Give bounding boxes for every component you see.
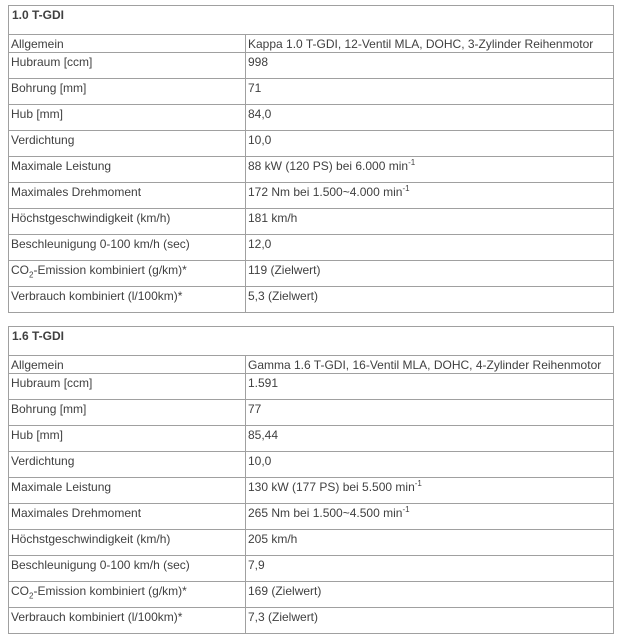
- spec-label: Allgemein: [9, 356, 246, 374]
- spec-label: Allgemein: [9, 35, 246, 53]
- spec-value: 1.591: [246, 374, 614, 400]
- spec-value: 77: [246, 400, 614, 426]
- spec-label: Bohrung [mm]: [9, 400, 246, 426]
- table-header-row: [9, 6, 614, 35]
- spec-row-hoechstgeschwindigkeit: [9, 530, 614, 556]
- spec-value-superscript: -1: [414, 479, 422, 488]
- spec-row-allgemein: [9, 35, 614, 53]
- spec-label-text: CO: [11, 584, 29, 598]
- spec-value: 10,0: [246, 131, 614, 157]
- spec-label: Verbrauch kombiniert (l/100km)*: [9, 608, 246, 634]
- spec-label: Höchstgeschwindigkeit (km/h): [9, 209, 246, 235]
- spec-row-co2-emission: [9, 582, 614, 608]
- spec-label: Beschleunigung 0-100 km/h (sec): [9, 556, 246, 582]
- spec-value: 7,9: [246, 556, 614, 582]
- spec-label: Hub [mm]: [9, 426, 246, 452]
- spec-row-hoechstgeschwindigkeit: [9, 209, 614, 235]
- spec-value: [246, 504, 614, 530]
- spec-value-superscript: -1: [402, 184, 410, 193]
- table-title: 1.6 T-GDI: [9, 327, 614, 356]
- spec-value: 119 (Zielwert): [246, 261, 614, 287]
- spec-label: Verdichtung: [9, 452, 246, 478]
- spec-value-text: 265 Nm bei 1.500~4.500 min: [248, 506, 403, 520]
- spec-row-verdichtung: [9, 131, 614, 157]
- spec-value: 998: [246, 53, 614, 79]
- spec-value: 10,0: [246, 452, 614, 478]
- spec-value: 5,3 (Zielwert): [246, 287, 614, 313]
- spec-label: Hubraum [ccm]: [9, 53, 246, 79]
- spec-label-subscript: 2: [29, 270, 34, 280]
- spec-label: [9, 582, 246, 608]
- spec-row-beschleunigung: [9, 235, 614, 261]
- spec-value: [246, 478, 614, 504]
- spec-label: Maximale Leistung: [9, 157, 246, 183]
- spec-row-verdichtung: [9, 452, 614, 478]
- spec-label: Verdichtung: [9, 131, 246, 157]
- spec-value: Kappa 1.0 T-GDI, 12-Ventil MLA, DOHC, 3-Zylinder Reihenmotor: [246, 35, 614, 53]
- spec-row-beschleunigung: [9, 556, 614, 582]
- spec-row-hubraum: [9, 53, 614, 79]
- spec-label: Maximales Drehmoment: [9, 504, 246, 530]
- spec-row-leistung: [9, 157, 614, 183]
- spec-value: 85,44: [246, 426, 614, 452]
- spec-value: 12,0: [246, 235, 614, 261]
- spec-row-verbrauch: [9, 287, 614, 313]
- spec-label-text-rest: -Emission kombiniert (g/km)*: [33, 584, 187, 598]
- spec-value: 181 km/h: [246, 209, 614, 235]
- spec-row-bohrung: [9, 400, 614, 426]
- table-title: 1.0 T-GDI: [9, 6, 614, 35]
- spec-value-superscript: -1: [402, 505, 410, 514]
- spec-value-text: 172 Nm bei 1.500~4.000 min: [248, 185, 403, 199]
- spec-label: Maximale Leistung: [9, 478, 246, 504]
- spec-label: Hubraum [ccm]: [9, 374, 246, 400]
- spec-row-drehmoment: [9, 504, 614, 530]
- table-header-row: [9, 327, 614, 356]
- spec-value: 205 km/h: [246, 530, 614, 556]
- spec-row-hubraum: [9, 374, 614, 400]
- spec-value-text: 130 kW (177 PS) bei 5.500 min: [248, 480, 415, 494]
- spec-row-bohrung: [9, 79, 614, 105]
- spec-row-co2-emission: [9, 261, 614, 287]
- spec-label: Höchstgeschwindigkeit (km/h): [9, 530, 246, 556]
- spec-table-1-0-tgdi: [8, 5, 614, 313]
- spec-value-superscript: -1: [408, 158, 416, 167]
- spec-label-text-rest: -Emission kombiniert (g/km)*: [33, 263, 187, 277]
- spec-value: [246, 183, 614, 209]
- spec-row-leistung: [9, 478, 614, 504]
- spec-value: 71: [246, 79, 614, 105]
- spec-row-allgemein: [9, 356, 614, 374]
- spec-label: Bohrung [mm]: [9, 79, 246, 105]
- spec-value: [246, 157, 614, 183]
- spec-label: Hub [mm]: [9, 105, 246, 131]
- spec-label: Maximales Drehmoment: [9, 183, 246, 209]
- spec-row-hub: [9, 426, 614, 452]
- spec-label: [9, 261, 246, 287]
- spec-value: Gamma 1.6 T-GDI, 16-Ventil MLA, DOHC, 4-Zylinder Reihenmotor: [246, 356, 614, 374]
- spec-row-drehmoment: [9, 183, 614, 209]
- spec-value: 84,0: [246, 105, 614, 131]
- spec-value: 169 (Zielwert): [246, 582, 614, 608]
- spec-value: 7,3 (Zielwert): [246, 608, 614, 634]
- spec-table-1-6-tgdi: [8, 326, 614, 634]
- spec-label-subscript: 2: [29, 591, 34, 601]
- spec-label: Beschleunigung 0-100 km/h (sec): [9, 235, 246, 261]
- spec-value-text: 88 kW (120 PS) bei 6.000 min: [248, 159, 409, 173]
- spec-row-hub: [9, 105, 614, 131]
- spec-label: Verbrauch kombiniert (l/100km)*: [9, 287, 246, 313]
- spec-row-verbrauch: [9, 608, 614, 634]
- spec-label-text: CO: [11, 263, 29, 277]
